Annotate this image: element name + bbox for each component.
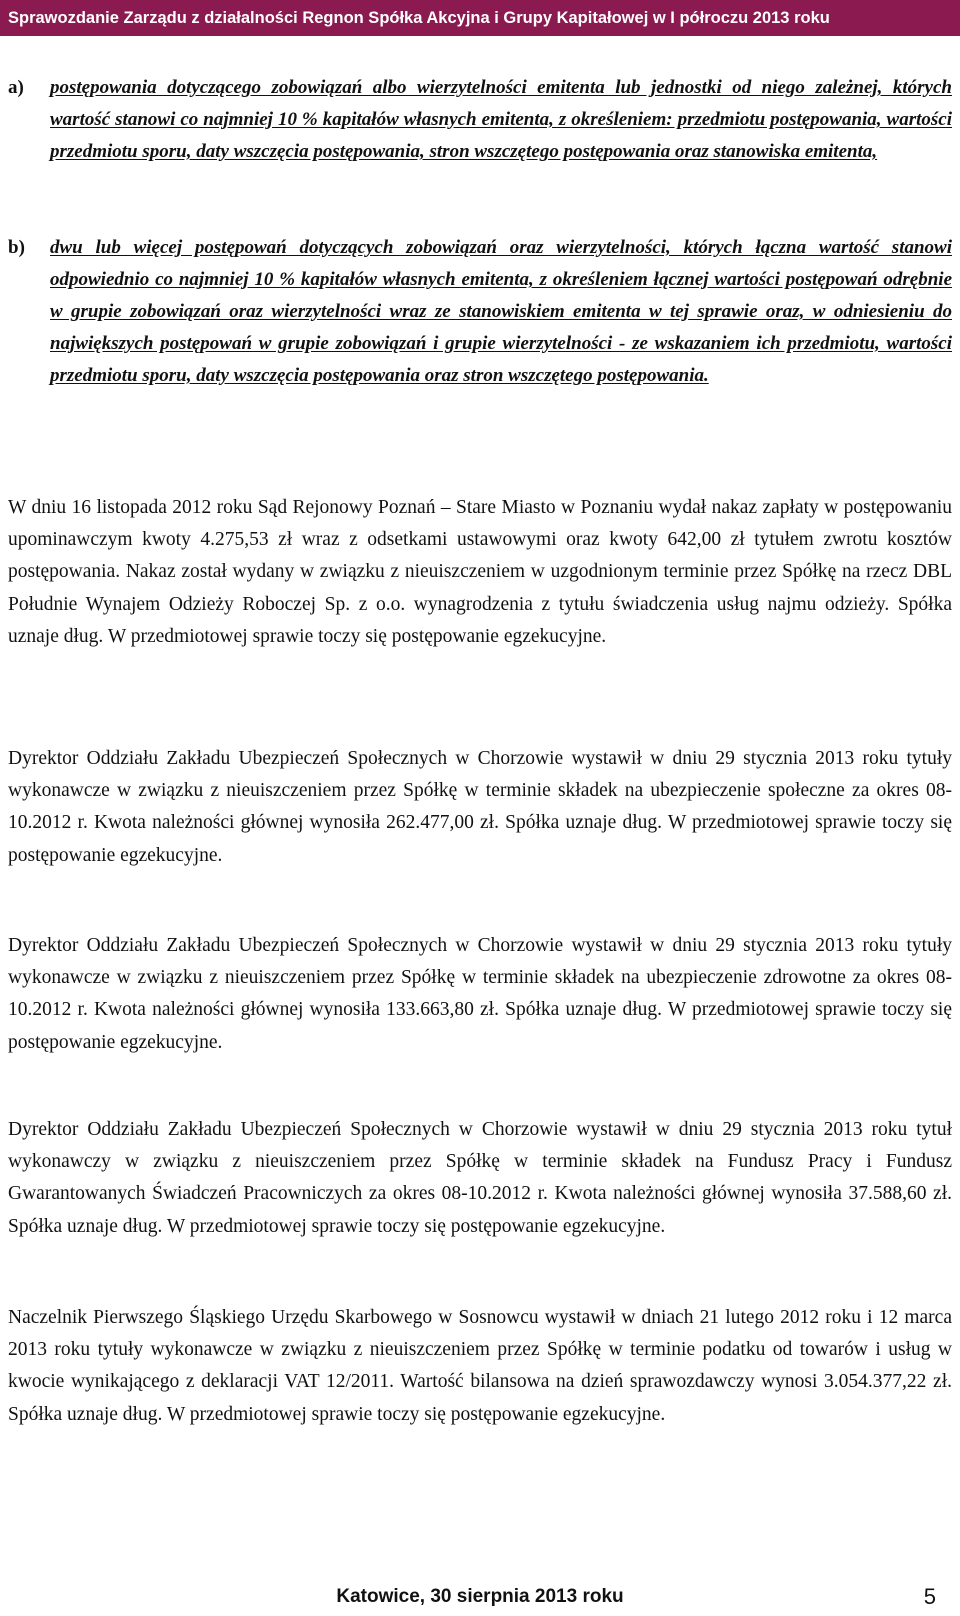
list-marker: b) xyxy=(8,237,25,258)
paragraph: Dyrektor Oddziału Zakładu Ubezpieczeń Społecznych w Chorzowie wystawił w dniu 29 stycznia 2013 roku tytuł wykonawczy w związku z nieuiszczeniem przez Spółkę w terminie składek na Fundusz Pracy i Fundusz Gwarantowanych Świadczeń Pracowniczych za okres 08-10.2012 r. Kwota należności głównej wynosiła 37.588,60 zł. Spółka uznaje dług. W przedmiotowej sprawie toczy się postępowanie egzekucyjne. xyxy=(8,1119,952,1237)
header-title: Sprawozdanie Zarządu z działalności Regnon Spółka Akcyjna i Grupy Kapitałowej w I półroczu 2013 roku xyxy=(8,8,830,27)
footer-date: Katowice, 30 sierpnia 2013 roku xyxy=(336,1586,624,1607)
list-item-text: dwu lub więcej postępowań dotyczących zobowiązań oraz wierzytelności, których łączna wartość stanowi odpowiednio co najmniej 10 % kapitałów własnych emitenta, z określeniem łącznej wartości postępowań odrębnie w grupie zobowiązań oraz wierzytelności wraz ze stanowiskiem emitenta w tej sprawie oraz, w odniesieniu do największych postępowań w grupie zobowiązań i grupie wierzytelności - ze wskazaniem ich przedmiotu, wartości przedmiotu sporu, daty wszczęcia postępowania oraz stron wszczętego postępowania. xyxy=(50,237,952,386)
list-item-b xyxy=(8,232,952,392)
paragraph: W dniu 16 listopada 2012 roku Sąd Rejonowy Poznań – Stare Miasto w Poznaniu wydał nakaz zapłaty w postępowaniu upominawczym kwoty 4.275,53 zł wraz z odsetkami ustawowymi oraz kwoty 642,00 zł tytułem zwrotu kosztów postępowania. Nakaz został wydany w związku z nieuiszczeniem w uzgodnionym terminie przez Spółkę na rzecz DBL Południe Wynajem Odzieży Roboczej Sp. z o.o. wynagrodzenia z tytułu świadczenia usług najmu odzieży. Spółka uznaje dług. W przedmiotowej sprawie toczy się postępowanie egzekucyjne. xyxy=(8,497,952,647)
list-item-text: postępowania dotyczącego zobowiązań albo wierzytelności emitenta lub jednostki od niego zależnej, których wartość stanowi co najmniej 10 % kapitałów własnych emitenta, z określeniem: przedmiotu postępowania, wartości przedmiotu sporu, daty wszczęcia postępowania, stron wszczętego postępowania oraz stanowiska emitenta, xyxy=(50,77,952,162)
paragraph: Dyrektor Oddziału Zakładu Ubezpieczeń Społecznych w Chorzowie wystawił w dniu 29 stycznia 2013 roku tytuły wykonawcze w związku z nieuiszczeniem przez Spółkę w terminie składek na ubezpieczenie społeczne za okres 08-10.2012 r. Kwota należności głównej wynosiła 262.477,00 zł. Spółka uznaje dług. W przedmiotowej sprawie toczy się postępowanie egzekucyjne. xyxy=(8,748,952,866)
paragraph: Dyrektor Oddziału Zakładu Ubezpieczeń Społecznych w Chorzowie wystawił w dniu 29 stycznia 2013 roku tytuły wykonawcze w związku z nieuiszczeniem przez Spółkę w terminie składek na ubezpieczenie zdrowotne za okres 08-10.2012 r. Kwota należności głównej wynosiła 133.663,80 zł. Spółka uznaje dług. W przedmiotowej sprawie toczy się postępowanie egzekucyjne. xyxy=(8,935,952,1053)
document-header xyxy=(0,0,960,36)
list-item-a xyxy=(8,72,952,168)
list-marker: a) xyxy=(8,77,24,98)
page-number: 5 xyxy=(923,1584,936,1609)
paragraph: Naczelnik Pierwszego Śląskiego Urzędu Skarbowego w Sosnowcu wystawił w dniach 21 lutego 2012 roku i 12 marca 2013 roku tytuły wykonawcze w związku z nieuiszczeniem przez Spółkę w terminie podatku od towarów i usług w kwocie wynikającego z deklaracji VAT 12/2011. Wartość bilansowa na dzień sprawozdawczy wynosi 3.054.377,22 zł. Spółka uznaje dług. W przedmiotowej sprawie toczy się postępowanie egzekucyjne. xyxy=(8,1307,952,1425)
